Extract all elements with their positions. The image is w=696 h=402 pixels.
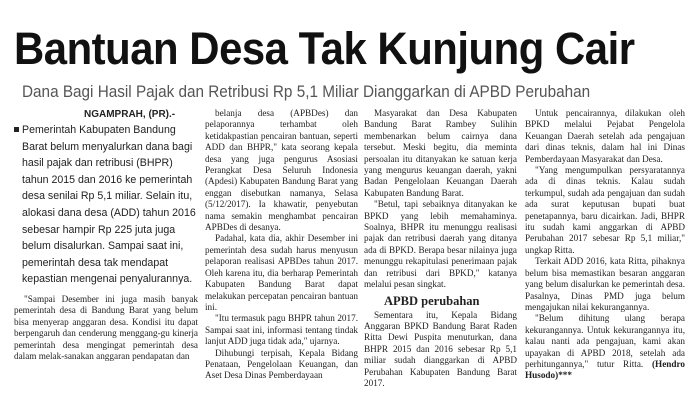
byline: (Hendro Husodo)*** [525, 358, 685, 381]
paragraph: Dihubungi terpisah, Kepala Bidang Penataan, Pengelolaan Keuangan, dan Aset Desa Dinas Pemberdayaan [205, 347, 358, 381]
paragraph: Padahal, kata dia, akhir Desember ini pemerintah desa sudah harus menyusun pelaporan realisasi APBDes tahun 2017. Oleh karena itu, dia berharap Pemerintah Kabupaten Bandung Barat dapat melakukan percepatan pencairan bantuan ini. [205, 233, 358, 312]
paragraph: Sementara itu, Kepala Bidang Anggaran BPKD Bandung Barat Raden Ritta Dewi Puspita menuturkan, dana BHPR 2015 dan 2016 sebesar Rp 5,1 miliar sudah dianggarkan di APBD Perubahan Kabupaten Bandung Barat 2017. [364, 309, 517, 388]
paragraph: Masyarakat dan Desa Kabupaten Bandung Barat Rambey Sulihin membenarkan belum cairnya dana tersebut. Meski begitu, dia meminta persoalan itu ditanyakan ke satuan kerja yang mengurus keuangan daerah, yakni Badan Pengelolaan Keuangan Daerah Kabupaten Bandung Barat. [364, 108, 517, 198]
paragraph-text: "Belum dihitung ulang berapa kekurangannya. Untuk kekurangannya itu, kalau nanti ada pengajuan, kami akan upayakan di APBD 2018, setelah ada perhitungannya," tutur Ritta. [525, 313, 685, 369]
paragraph: belanja desa (APBDes) dan pelaporannya terhambat oleh ketidakpastian pencairan bantuan, seperti ADD dan BHPR," kata seorang kepala desa yang juga pengurus Asosiasi Perangkat Desa Seluruh Indonesia (Apdesi) Kabupaten Bandung Barat yang enggan disebutkan namanya, Selasa (5/12/2017). Ia khawatir, penyebutan nama semakin menghambat pencairan APBDes di desanya. [205, 108, 358, 233]
paragraph: "Sampai Desember ini juga masih banyak pemerintah desa di Bandung Barat yang belum bisa menyerap anggaran desa. Kondisi itu dapat berpengaruh dan cenderung menggang-gu kinerja pemerintah desa mengingat pemerintah desa dalam melak-sanakan anggaran pendapatan dan [14, 293, 198, 361]
column-2 [205, 108, 358, 382]
dateline: NGAMPRAH, (PR).- [84, 109, 176, 120]
paragraph: Untuk pencairannya, dilakukan oleh BPKD melalui Pejabat Pengelola Keuangan Daerah setelah ada pengajuan dari dinas teknis, dalam hal ini Dinas Pemberdayaan Masyarakat dan Desa. [525, 108, 685, 164]
headline: Bantuan Desa Tak Kunjung Cair [14, 23, 635, 74]
paragraph: "Yang mengumpulkan persyaratannya ada di dinas teknis. Kalau sudah terkumpul, sudah ada pengajuan dan sudah ada surat keputusan bupati buat penetapannya, baru dicairkan. Jadi, BHPR itu sudah kami anggarkan di APBD Perubahan 2017 sebesar Rp 5,1 miliar," ungkap Ritta. [525, 165, 685, 255]
subheadline: Dana Bagi Hasil Pajak dan Retribusi Rp 5,1 Miliar Dianggarkan di APBD Perubahan [22, 82, 591, 101]
column-4 [525, 108, 685, 382]
paragraph [525, 313, 685, 381]
paragraph: "Betul, tapi sebaiknya ditanyakan ke BPKD yang lebih memahaminya. Soalnya, BHPR itu menunggu realisasi pajak dan retribusi daerah yang ditanya ada di BPKD. Berapa besar nilainya juga menunggu rekapitulasi penerimaan pajak dan retribusi dari BPKD," katanya melalui pesan singkat. [364, 199, 517, 290]
paragraph: Terkait ADD 2016, kata Ritta, pihaknya belum bisa memastikan besaran anggaran yang belum disalurkan ke pemerintah desa. Pasalnya, Dinas PMD juga belum mengajukan nilai kekurangannya. [525, 256, 685, 312]
section-subtitle: APBD perubahan [384, 293, 480, 308]
lead-paragraph [14, 122, 198, 288]
column-3 [364, 108, 517, 389]
lead-text: Pemerintah Kabupaten Bandung Barat belum menyalurkan dana bagi hasil pajak dan retribusi (BHPR) tahun 2015 dan 2016 ke pemerintah desa senilai Rp 5,1 miliar. Selain itu, alokasi dana desa (ADD) tahun 2016 sebesar hampir Rp 225 juta juga belum disalurkan. Sampai saat ini, pemerintah desa tak mendapat kepastian mengenai penyalurannya. [14, 122, 198, 288]
column-1 [14, 108, 198, 362]
paragraph: "Itu termasuk pagu BHPR tahun 2017. Sampai saat ini, informasi tentang tindak lanjut ADD juga tidak ada," ujarnya. [205, 313, 358, 347]
column-1-body [14, 294, 198, 362]
